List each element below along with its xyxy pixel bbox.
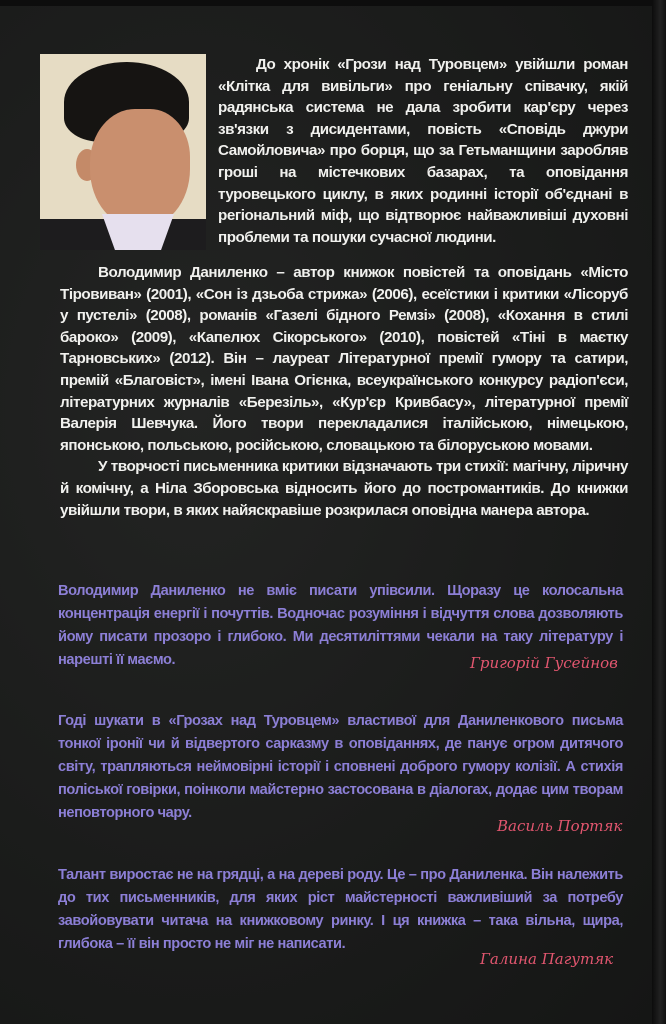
- review-quote-3: Талант виростає не на грядці, а на дереві роду. Це – про Даниленка. Він належить до тих письменників, для яких ріст майстерності важливіший за потребу завойовувати читача на книжковому ринку. І ця книжка – така вільна, щира, глибока – її він просто не міг не написати.: [58, 867, 623, 952]
- review-author-3: Галина Пагутяк: [480, 950, 614, 968]
- book-spine-edge: [652, 0, 666, 1024]
- cover-top-edge: [0, 0, 666, 6]
- review-quote-1: Володимир Даниленко не вміє писати упівсили. Щоразу це колосальна концентрація енергії і почуттів. Водночас розуміння і відчуття слова дозволяють йому писати прозоро і глибоко. Ми десятиліттями чекали на таку літературу і нарешті її маємо.: [58, 583, 623, 668]
- author-photo: [40, 54, 206, 250]
- review-author-1: Григорій Гусейнов: [470, 654, 618, 672]
- bio-body: [60, 262, 628, 521]
- photo-face: [90, 109, 190, 229]
- review-quote-2: Годі шукати в «Грозах над Туровцем» властивої для Даниленкового письма тонкої іронії чи й відвертого сарказму в оповіданнях, де панує огром дитячого світу, трапляються неймовірні історії і сповнені доброго гумору колізії. А стихія поліської говірки, поінколи майстерно застосована в діалогах, додає цим творам неповторного чару.: [58, 713, 623, 821]
- review-author-2: Василь Портяк: [497, 817, 623, 835]
- bio-intro: [218, 54, 628, 248]
- bio-paragraph-3: У творчості письменника критики відзначають три стихії: магічну, ліричну й комічну, а Ніла Зборовська відносить його до постромантиків. До книжки увійшли твори, в яких найяскравіше розкрилася оповідна манера автора.: [60, 458, 628, 519]
- bio-paragraph-2: Володимир Даниленко – автор книжок повістей та оповідань «Місто Тіровиван» (2001), «Сон із дзьоба стрижа» (2006), есеїстики і критики «Лісоруб у пустелі» (2008), романів «Газелі бідного Ремзі» (2008), «Кохання в стилі бароко» (2009), «Капелюх Сікорського» (2010), повістей «Тіні в маєтку Тарновських» (2012). Він – лауреат Літературної премії гумору та сатири, премій «Благовіст», імені Івана Огієнка, всеукраїнського конкурсу радіоп'єси, літературних журналів «Березіль», «Кур'єр Кривбасу», літературної премії Валерія Шевчука. Його твори перекладалися італійською, німецькою, японською, польською, російською, словацькою та білоруською мовами.: [60, 264, 628, 454]
- bio-intro-text: До хронік «Грози над Туровцем» увійшли роман «Клітка для вивільги» про геніальну співачку, якій радянська система не дала зробити кар'єру через зв'язки з дисидентами, повість «Сповідь джури Самойловича» про борця, що за Гетьманщини заробляв гроші на містечкових базарах, та оповідання туровецького циклу, в яких родинні історії об'єднані в регіональний міф, що відтворює найважливіші духовні проблеми та пошуки сучасної людини.: [218, 56, 628, 246]
